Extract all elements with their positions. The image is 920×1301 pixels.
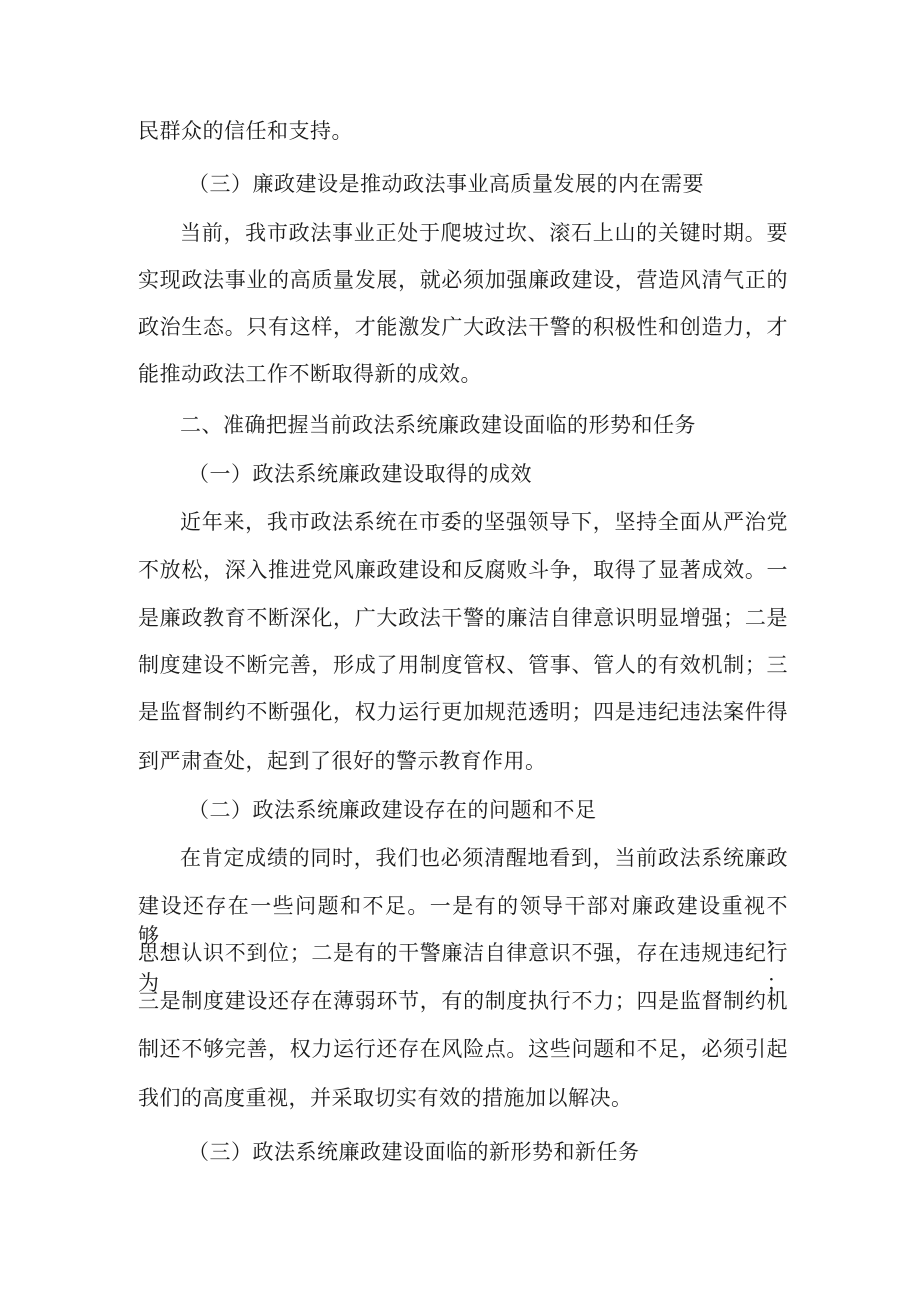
paragraph-line: 三是制度建设还存在薄弱环节，有的制度执行不力；四是监督制约机: [138, 989, 788, 1013]
subheading-2-3: （三）政法系统廉政建设面临的新形势和新任务: [188, 1140, 640, 1164]
paragraph-line: 思想认识不到位；二是有的干警廉洁自律意识不强，存在违规违纪行为；: [138, 941, 788, 995]
paragraph-line: 民群众的信任和支持。: [138, 119, 353, 143]
paragraph-line: 不放松，深入推进党风廉政建设和反腐败斗争，取得了显著成效。一: [138, 558, 788, 582]
paragraph-line: 是廉政教育不断深化，广大政法干警的廉洁自律意识明显增强；二是: [138, 606, 788, 630]
paragraph-line: 在肯定成绩的同时，我们也必须清醒地看到，当前政法系统廉政: [180, 846, 788, 870]
paragraph-line: 当前，我市政法事业正处于爬坡过坎、滚石上山的关键时期。要: [180, 221, 788, 245]
paragraph-line: 制还不够完善，权力运行还存在风险点。这些问题和不足，必须引起: [138, 1037, 788, 1061]
paragraph-line: 建设还存在一些问题和不足。一是有的领导干部对廉政建设重视不够，: [138, 894, 788, 948]
subheading-2-2: （二）政法系统廉政建设存在的问题和不足: [188, 798, 597, 822]
paragraph-line: 近年来，我市政法系统在市委的坚强领导下，坚持全面从严治党: [180, 510, 788, 534]
subheading-1-3: （三）廉政建设是推动政法事业高质量发展的内在需要: [188, 172, 704, 196]
paragraph-line: 我们的高度重视，并采取切实有效的措施加以解决。: [138, 1086, 633, 1110]
paragraph-line: 制度建设不断完善，形成了用制度管权、管事、管人的有效机制；三: [138, 653, 788, 677]
paragraph-line: 实现政法事业的高质量发展，就必须加强廉政建设，营造风清气正的: [138, 268, 788, 292]
section-2-title: 二、准确把握当前政法系统廉政建设面临的形势和任务: [180, 413, 696, 437]
subheading-2-1: （一）政法系统廉政建设取得的成效: [188, 462, 532, 486]
paragraph-line: 政治生态。只有这样，才能激发广大政法干警的积极性和创造力，才: [138, 315, 788, 339]
paragraph-line: 到严肃查处，起到了很好的警示教育作用。: [138, 749, 547, 773]
paragraph-line: 是监督制约不断强化，权力运行更加规范透明；四是违纪违法案件得: [138, 700, 788, 724]
paragraph-line: 能推动政法工作不断取得新的成效。: [138, 362, 482, 386]
